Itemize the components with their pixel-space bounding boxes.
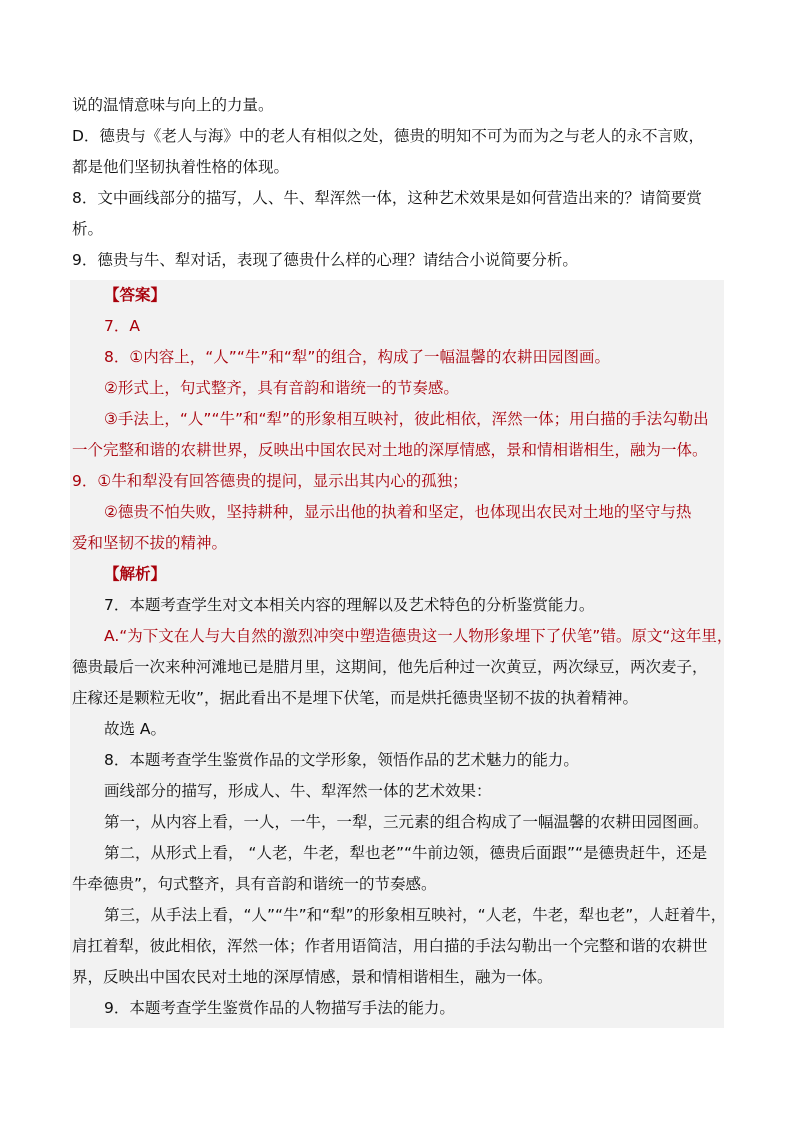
- analysis-q8-third: 第三，从手法上看，“人”“牛”和“犁”的形象相互映衬，“人老，牛老，犁也老”，人赶着牛，: [104, 906, 727, 924]
- option-d-line: D．德贵与《老人与海》中的老人有相似之处，德贵的明知不可为而为之与老人的永不言败，: [72, 127, 704, 145]
- option-d-line-cont: 都是他们坚韧执着性格的体现。: [72, 158, 290, 176]
- answer-q9-point2: ②德贵不怕失败，坚持耕种，显示出他的执着和坚定，也体现出农民对土地的坚守与热: [104, 503, 692, 521]
- answer-q8-point2: ②形式上，句式整齐，具有音韵和谐统一的节奏感。: [104, 379, 459, 397]
- analysis-q8-first: 第一，从内容上看，一人，一牛，一犁，三元素的组合构成了一幅温馨的农耕田园图画。: [104, 813, 709, 831]
- analysis-q9-intro: 9．本题考查学生鉴赏作品的人物描写手法的能力。: [104, 999, 455, 1017]
- question-text-line: 说的温情意味与向上的力量。: [72, 96, 274, 114]
- answer-q8-point1: 8．①内容上，“人”“牛”和“犁”的组合，构成了一幅温馨的农耕田园图画。: [104, 348, 610, 366]
- analysis-q7-quote: 德贵最后一次来种河滩地已是腊月里，这期间，他先后种过一次黄豆，两次绿豆，两次麦子，: [72, 658, 708, 676]
- analysis-q7-choice: 故选 A。: [104, 720, 167, 738]
- analysis-q8-summary: 画线部分的描写，形成人、牛、犁浑然一体的艺术效果：: [104, 782, 492, 800]
- question-9-line: 9．德贵与牛、犁对话，表现了德贵什么样的心理？请结合小说简要分析。: [72, 251, 578, 269]
- analysis-q8-second: 第二，从形式上看， “人老，牛老，犁也老”“牛前边领，德贵后面跟”“是德贵赶牛，还是: [104, 844, 708, 862]
- answer-q7: 7．A: [104, 317, 140, 335]
- analysis-q7-option-a: A.“为下文在人与大自然的激烈冲突中塑造德贵这一人物形象埋下了伏笔”错。原文“这年里，: [104, 627, 733, 645]
- analysis-q8-third-cont2: 界，反映出中国农民对土地的深厚情感，景和情相谐相生，融为一体。: [72, 968, 553, 986]
- answer-q9-point2-cont: 爱和坚韧不拔的精神。: [72, 534, 228, 552]
- answer-q9-point1: 9．①牛和犁没有回答德贵的提问，显示出其内心的孤独；: [72, 472, 468, 490]
- answer-q8-point3: ③手法上，“人”“牛”和“犁”的形象相互映衬，彼此相依，浑然一体；用白描的手法勾勒出: [104, 410, 709, 428]
- answer-header: 【答案】: [104, 286, 167, 304]
- analysis-q7-intro: 7．本题考查学生对文本相关内容的理解以及艺术特色的分析鉴赏能力。: [104, 596, 595, 614]
- analysis-q7-conclusion: 庄稼还是颗粒无收”，据此看出不是埋下伏笔，而是烘托德贵坚韧不拔的执着精神。: [72, 689, 639, 707]
- answer-q8-point3-cont: 一个完整和谐的农耕世界，反映出中国农民对土地的深厚情感，景和情相谐相生，融为一体。: [72, 441, 708, 459]
- analysis-header: 【解析】: [104, 565, 167, 583]
- question-8-line-cont: 析。: [72, 220, 104, 238]
- question-8-line: 8．文中画线部分的描写，人、牛、犁浑然一体，这种艺术效果是如何营造出来的？请简要赏: [72, 189, 702, 207]
- analysis-q8-second-cont: 牛牵德贵”，句式整齐，具有音韵和谐统一的节奏感。: [72, 875, 437, 893]
- analysis-q8-intro: 8．本题考查学生鉴赏作品的文学形象，领悟作品的艺术魅力的能力。: [104, 751, 579, 769]
- analysis-q8-third-cont1: 肩扛着犁，彼此相依，浑然一体；作者用语简洁，用白描的手法勾勒出一个完整和谐的农耕世: [72, 937, 708, 955]
- answer-analysis-box: [70, 280, 733, 1028]
- question-section: [72, 90, 724, 276]
